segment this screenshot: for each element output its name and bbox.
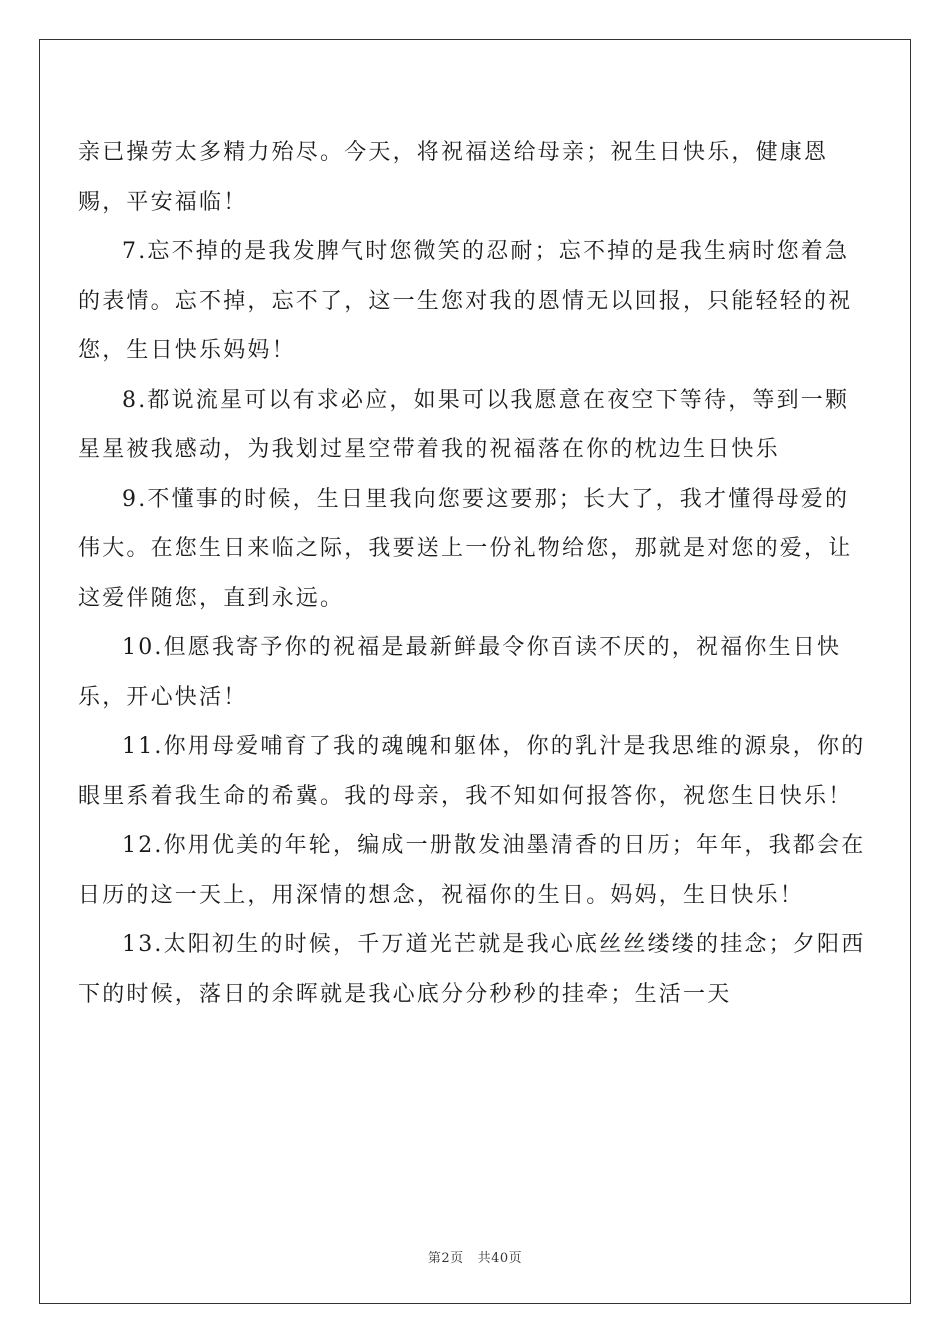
paragraph-8: 8.都说流星可以有求必应，如果可以我愿意在夜空下等待，等到一颗星星被我感动，为我划过星空带着我的祝福落在你的枕边生日快乐 xyxy=(78,387,850,462)
paragraph-10: 10.但愿我寄予你的祝福是最新鲜最令你百读不厌的，祝福你生日快乐，开心快活！ xyxy=(78,635,842,710)
paragraph-12: 12.你用优美的年轮，编成一册散发油墨清香的日历；年年，我都会在日历的这一天上，用深情的想念，祝福你的生日。妈妈，生日快乐！ xyxy=(78,833,866,908)
paragraph-11: 11.你用母爱哺育了我的魂魄和躯体，你的乳汁是我思维的源泉，你的眼里系着我生命的希冀。我的母亲，我不知如何报答你，祝您生日快乐！ xyxy=(78,734,866,809)
paragraph-9: 9.不懂事的时候，生日里我向您要这要那；长大了，我才懂得母爱的伟大。在您生日来临之际，我要送上一份礼物给您，那就是对您的爱，让这爱伴随您，直到永远。 xyxy=(78,486,853,611)
page-footer xyxy=(0,1247,950,1266)
page-number: 第2页 xyxy=(427,1251,464,1266)
page-total: 共40页 xyxy=(477,1251,523,1266)
paragraph-7: 7.忘不掉的是我发脾气时您微笑的忍耐；忘不掉的是我生病时您着急的表情。忘不掉，忘不了，这一生您对我的恩情无以回报，只能轻轻的祝您，生日快乐妈妈！ xyxy=(78,239,853,363)
paragraph-13: 13.太阳初生的时候，千万道光芒就是我心底丝丝缕缕的挂念；夕阳西下的时候，落日的余晖就是我心底分分秒秒的挂牵；生活一天 xyxy=(78,932,866,1007)
paragraph-6-continuation: 亲已操劳太多精力殆尽。今天，将祝福送给母亲；祝生日快乐，健康恩赐，平安福临！ xyxy=(78,140,829,215)
document-body xyxy=(78,128,868,1019)
